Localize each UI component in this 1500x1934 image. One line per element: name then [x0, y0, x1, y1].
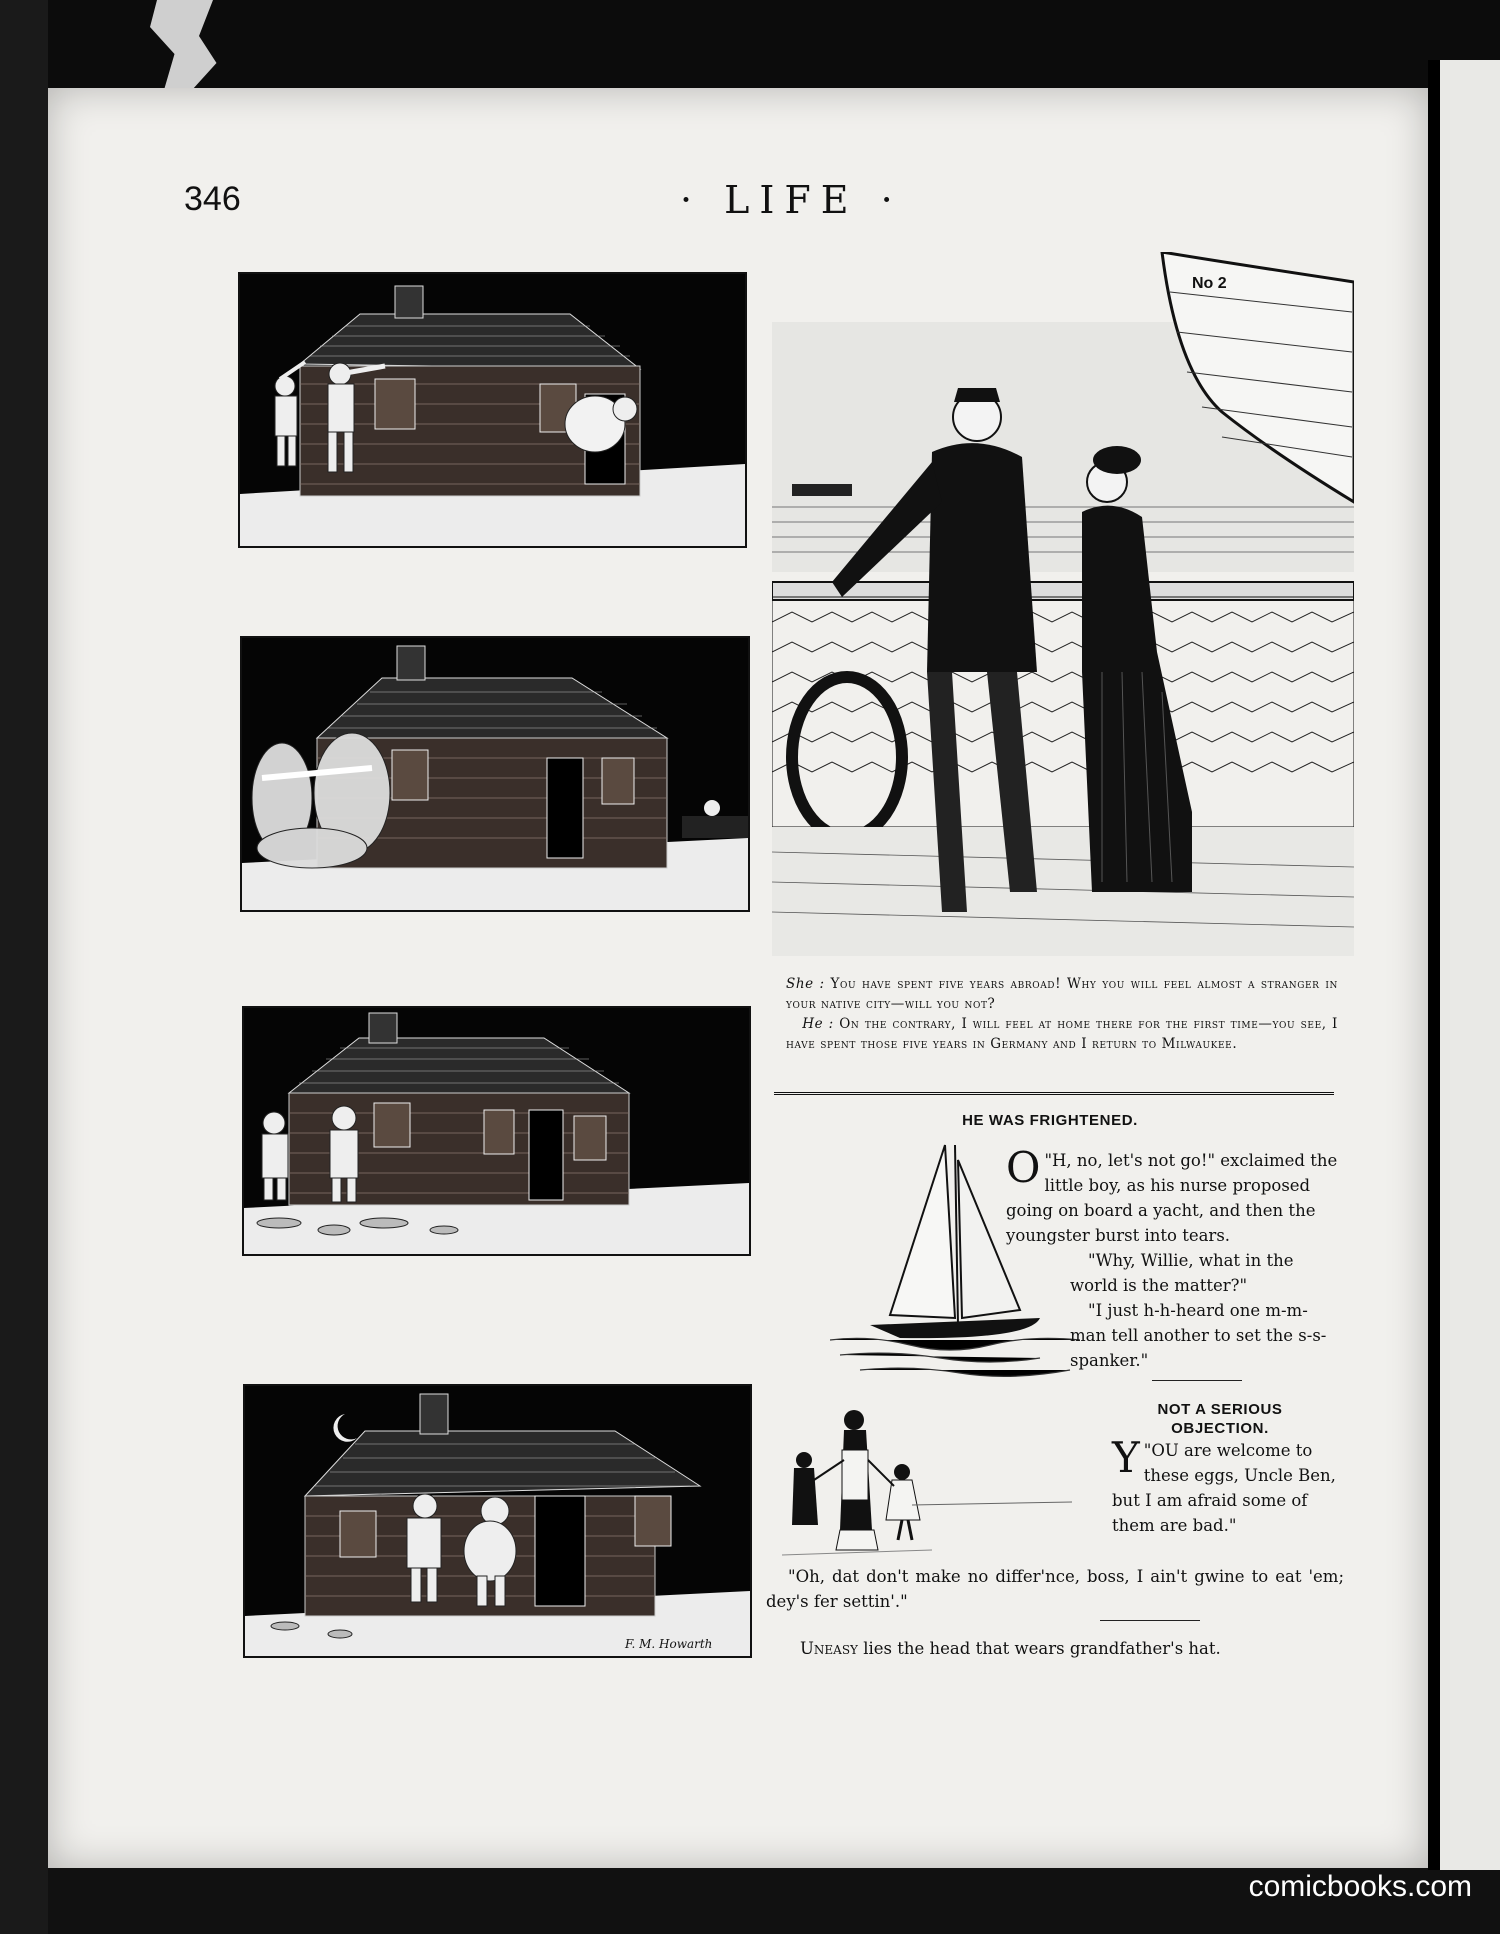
short-divider-2: [1100, 1620, 1200, 1621]
caption-line-he: He : On the contrary, I will feel at home there for the first time—you see, I have spent those five years in Germany and I return to Milwaukee.: [786, 1016, 1338, 1052]
objection-para-2: "Oh, dat don't make no differ'nce, boss, I ain't gwine to eat 'em; dey's fer settin'.": [766, 1567, 1344, 1611]
scan-left-border: [0, 0, 48, 1934]
objection-para-1: " Y OU are welcome to these eggs, Uncle Ben, but I am afraid some of them are bad.": [1112, 1433, 1336, 1535]
dropcap-o: O: [1006, 1143, 1041, 1192]
house-burglar-scene-4: [245, 1386, 750, 1656]
ship-deck-illustration: [772, 252, 1354, 956]
masthead-title: · LIFE ·: [680, 178, 903, 222]
house-burglar-scene-3: [244, 1008, 749, 1254]
frightened-para-3: "I just h-h-heard one m-m-man tell another to set the s-s-spanker.": [1070, 1301, 1327, 1370]
artist-signature: F. M. Howarth: [625, 1637, 713, 1651]
frightened-para-2: "Why, Willie, what in the world is the matter?": [1070, 1251, 1294, 1295]
section-divider: [774, 1092, 1334, 1095]
frightened-para-1: " O H, no, let's not go!" exclaimed the little boy, as his nurse proposed going on board a yacht, and then the youngster burst into tears.: [1006, 1143, 1338, 1245]
dropcap-y: Y: [1112, 1433, 1140, 1482]
uneasy-line: Uneasy lies the head that wears grandfather's hat.: [800, 1639, 1221, 1658]
comic-panel-2: [240, 636, 750, 912]
frightened-heading: HE WAS FRIGHTENED.: [962, 1112, 1138, 1129]
scan-top-border: [0, 0, 1500, 90]
boat-label: No 2: [1192, 275, 1227, 292]
comic-panel-1: [238, 272, 747, 548]
comic-panel-3: [242, 1006, 751, 1256]
short-divider-1: [1152, 1380, 1242, 1381]
comic-panel-4: [243, 1384, 752, 1658]
house-burglar-scene-2: [242, 638, 748, 910]
nurse-children-illustration: [782, 1390, 1074, 1590]
site-watermark: comicbooks.com: [1248, 1870, 1472, 1903]
house-burglar-scene-1: [240, 274, 745, 546]
objection-heading: NOT A SERIOUS OBJECTION.: [1157, 1401, 1283, 1437]
next-page-edge: [1440, 60, 1500, 1870]
ship-cartoon-caption: [786, 974, 1338, 1054]
page-number: 346: [184, 180, 241, 218]
caption-line-she: She : You have spent five years abroad! Why you will feel almost a stranger in your native city—will you not?: [786, 976, 1338, 1012]
